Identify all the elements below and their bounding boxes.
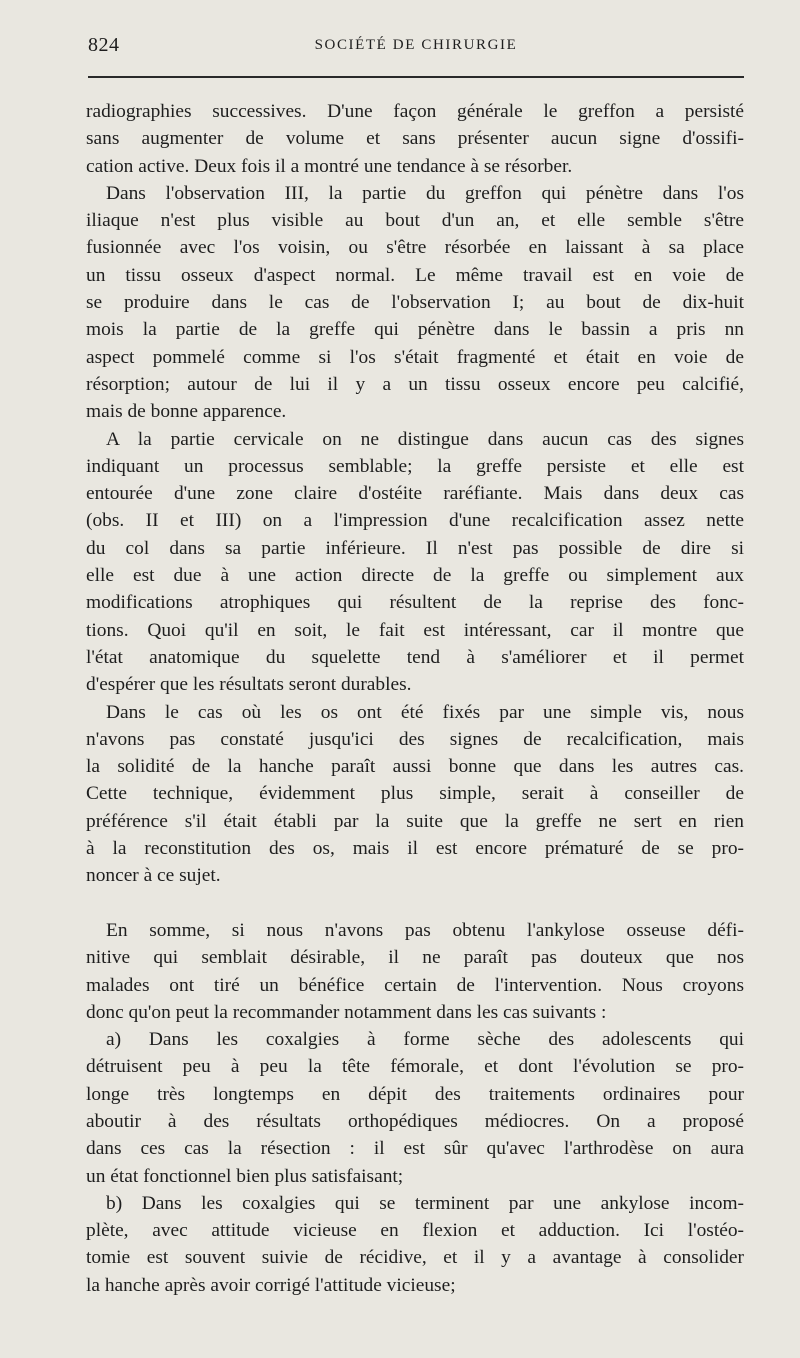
text-line: a) Dans les coxalgies à forme sèche des adolescents qui: [106, 1029, 744, 1051]
text-line: entourée d'une zone claire d'ostéite raréfiante. Mais dans deux cas: [86, 483, 744, 505]
text-line: A la partie cervicale on ne distingue dans aucun cas des signes: [106, 428, 744, 450]
text-line: la hanche après avoir corrigé l'attitude vicieuse;: [86, 1274, 456, 1296]
text-line: Dans l'observation III, la partie du greffon qui pénètre dans l'os: [106, 182, 744, 204]
text-line: sans augmenter de volume et sans présenter aucun signe d'ossifi-: [86, 128, 744, 150]
text-line: se produire dans le cas de l'observation I; au bout de dix-huit: [86, 292, 744, 314]
text-line: mois la partie de la greffe qui pénètre dans le bassin a pris nn: [86, 319, 744, 341]
text-line: un tissu osseux d'aspect normal. Le même travail est en voie de: [86, 264, 744, 286]
text-line: cation active. Deux fois il a montré une tendance à se résorber.: [86, 155, 573, 177]
text-line: malades ont tiré un bénéfice certain de l'intervention. Nous croyons: [86, 974, 744, 996]
paragraph: [86, 1026, 744, 1190]
text-line: En somme, si nous n'avons pas obtenu l'ankylose osseuse défi-: [106, 919, 744, 941]
text-line: nitive qui semblait désirable, il ne paraît pas douteux que nos: [86, 947, 744, 969]
text-line: Cette technique, évidemment plus simple, serait à conseiller de: [86, 783, 744, 805]
text-line: détruisent peu à peu la tête fémorale, et dont l'évolution se pro-: [86, 1056, 744, 1078]
text-line: fusionnée avec l'os voisin, ou s'être résorbée en laissant à sa place: [86, 237, 744, 259]
text-line: la solidité de la hanche paraît aussi bonne que dans les autres cas.: [86, 756, 744, 778]
text-line: radiographies successives. D'une façon générale le greffon a persisté: [86, 101, 744, 122]
text-line: mais de bonne apparence.: [86, 401, 287, 423]
body-text: [86, 98, 744, 1299]
text-line: préférence s'il était établi par la suite que la greffe ne sert en rien: [86, 810, 744, 832]
text-line: du col dans sa partie inférieure. Il n'est pas possible de dire si: [86, 537, 744, 559]
text-line: noncer à ce sujet.: [86, 865, 221, 887]
text-line: b) Dans les coxalgies qui se terminent par une ankylose incom-: [106, 1192, 744, 1214]
page-header: [88, 34, 744, 62]
paragraph: [86, 98, 744, 180]
text-line: longe très longtemps en dépit des traitements ordinaires pour: [86, 1083, 744, 1105]
paragraph-gap: [86, 890, 744, 917]
text-line: (obs. II et III) on a l'impression d'une recalcification assez nette: [86, 510, 744, 532]
text-line: un état fonctionnel bien plus satisfaisant;: [86, 1165, 404, 1187]
paragraph: [86, 426, 744, 699]
header-rule: [88, 76, 744, 78]
text-line: résorption; autour de lui il y a un tissu osseux encore peu calcifié,: [86, 373, 744, 395]
text-line: modifications atrophiques qui résultent de la reprise des fonc-: [86, 592, 744, 614]
text-line: plète, avec attitude vicieuse en flexion et adduction. Ici l'ostéo-: [86, 1220, 744, 1242]
paragraph: [86, 180, 744, 426]
text-line: d'espérer que les résultats seront durables.: [86, 674, 412, 696]
text-line: elle est due à une action directe de la greffe ou simplement aux: [86, 565, 744, 587]
text-line: iliaque n'est plus visible au bout d'un an, et elle semble s'être: [86, 210, 744, 232]
text-line: n'avons pas constaté jusqu'ici des signes de recalcification, mais: [86, 728, 744, 750]
text-line: à la reconstitution des os, mais il est encore prématuré de se pro-: [86, 838, 744, 860]
text-line: aboutir à des résultats orthopédiques médiocres. On a proposé: [86, 1110, 744, 1132]
text-line: l'état anatomique du squelette tend à s'améliorer et il permet: [86, 646, 744, 668]
paragraph: [86, 699, 744, 890]
text-line: donc qu'on peut la recommander notamment dans les cas suivants :: [86, 1001, 607, 1023]
paragraph: [86, 1190, 744, 1299]
page-number: 824: [88, 34, 120, 56]
text-line: aspect pommelé comme si l'os s'était fragmenté et était en voie de: [86, 346, 744, 368]
text-line: tomie est souvent suivie de récidive, et il y a avantage à consolider: [86, 1247, 744, 1269]
text-line: tions. Quoi qu'il en soit, le fait est intéressant, car il montre que: [86, 619, 744, 641]
text-line: indiquant un processus semblable; la greffe persiste et elle est: [86, 455, 744, 477]
paragraph: [86, 917, 744, 1026]
text-line: Dans le cas où les os ont été fixés par une simple vis, nous: [106, 701, 744, 723]
running-title: SOCIÉTÉ DE CHIRURGIE: [314, 37, 518, 53]
text-line: dans ces cas la résection : il est sûr qu'avec l'arthrodèse on aura: [86, 1138, 744, 1160]
